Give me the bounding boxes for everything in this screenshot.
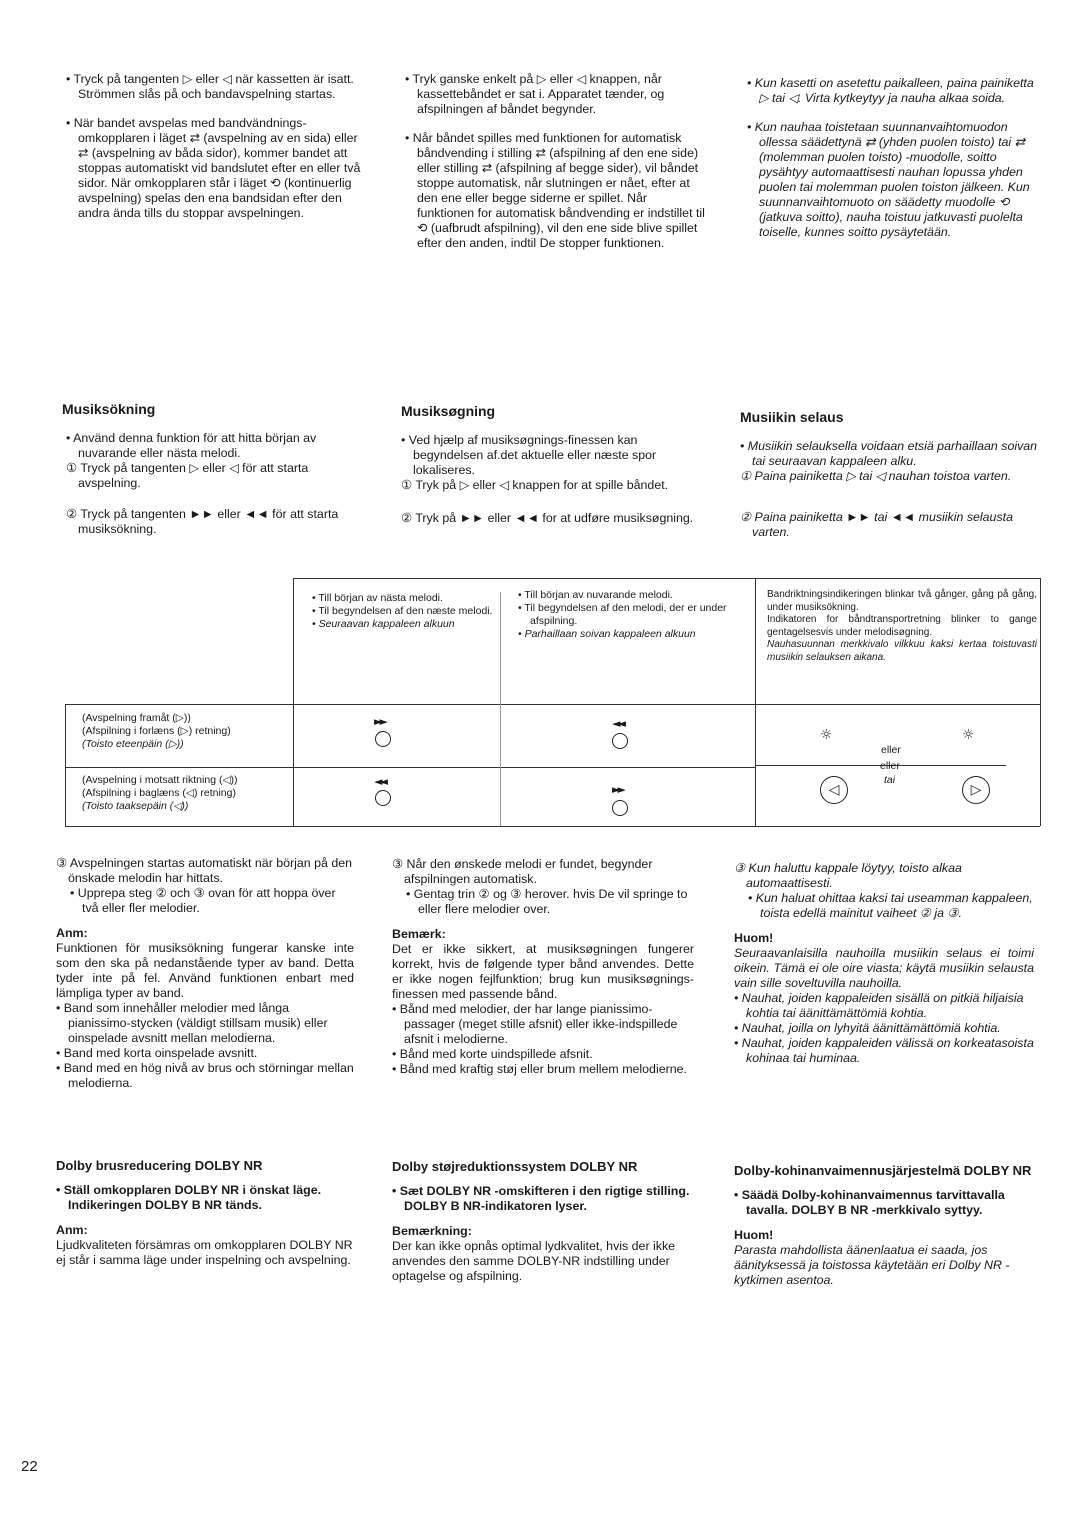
next-melody-da: • Til begyndelsen af den næste melodi. [312,605,493,617]
reverse-direction-icon: ◁ [820,776,848,804]
fi-note-b3: • Nauhat, joiden kappaleiden välissä on korkeatasoista kohinaa tai huminaa. [734,1036,1034,1065]
da-dolby-note: Der kan ikke opnås optimal lydkvalitet, hvis der ikke anvendes den samme DOLBY-NR indstilling under optagelse og afspilning. [392,1239,676,1283]
fi-note-title: Huom! [734,931,774,945]
cell-current-melody [518,589,750,641]
sv-search-intro: • Använd denna funktion för att hitta början av nuvarande eller nästa melodi. [66,431,317,460]
da-search-heading: Musiksøgning [401,403,496,419]
da-dolby-heading: Dolby støjreduktionssystem DOLBY NR [392,1159,638,1174]
sv-step3: ③ Avspelningen startas automatiskt när början på den önskade melodin har hittats. [56,856,353,885]
fi-repeat: • Kun haluat ohittaa kaksi tai useamman kappaleen, toista edellä mainitut vaiheet ② ja ③. [748,891,1033,920]
tai-label: tai [884,774,896,786]
sv-note-b1: • Band som innehåller melodier med långa pianissimo-stycken (väldigt stillsam musik) eller oinspelade avsnitt mellan melodierna. [56,1001,328,1045]
sv-dolby-instr: • Ställ omkopplaren DOLBY NR i önskat läge. Indikeringen DOLBY B NR tänds. [56,1183,322,1212]
current-melody-sv: • Till början av nuvarande melodi. [518,589,673,601]
reverse-da: (Afspilning i baglæns (◁) retning) [82,787,236,799]
tape-indicator-icon [375,731,391,747]
ff-icon: ►► [612,783,623,796]
col1-top [66,72,366,221]
sv-after [56,856,354,1091]
da-step3: ③ Når den ønskede melodi er fundet, begynder afspilningen automatisk. [392,857,653,886]
sv-note-b2: • Band med korta oinspelade avsnitt. [56,1046,258,1060]
da-note-b1: • Bånd med melodier, der har lange pianissimo-passager (meget stille afsnit) eller ikke-indspillede afsnit i melodierne. [392,1002,678,1046]
fi-intro-p2: • Kun nauhaa toistetaan suunnanvaihtomuodon ollessa säädettynä ⇄ (yhden puolen toisto) tai ⇄ (molemman puolen toisto) -muodolle, soitto pysähtyy automaattisesti nauhan lopussa yhden puolen tai molemman puolen toiston jälkeen. Kun suunnanvaihtomuoto on säädetty muodolle ⟲ (jatkuva soitto), nauha toistuu jatkuvasti puolelta toiselle, kunnes soitto pysäytetään. [747,120,1030,239]
sv-note: Funktionen för musiksökning fungerar kanske inte som den ska på nedanstående typer av band. Detta tyder inte på fel. Använd funktionen enbart med lämpliga typer av band. [56,941,354,1000]
da-dolby [392,1159,694,1284]
fi-dolby-heading: Dolby-kohinanvaimennusjärjestelmä DOLBY NR [734,1163,1032,1178]
cell-indicator [767,589,1037,664]
col2-top [405,72,707,251]
da-repeat: • Gentag trin ② og ③ herover. hvis De vil springe to eller flere melodier over. [406,887,688,916]
da-note-title: Bemærk: [392,927,446,941]
sv-search-step2: ② Tryck på tangenten ►► eller ◄◄ för att starta musiksökning. [66,507,339,536]
fi-note-b2: • Nauhat, joilla on lyhyitä äänittämättömiä kohtia. [734,1021,1001,1035]
row-forward-label [82,712,290,751]
da-search-intro: • Ved hjælp af musiksøgnings-finessen kan begyndelsen af.det aktuelle eller næste spor lokaliseres. [401,433,657,477]
fi-dolby [734,1163,1034,1288]
sv-search-step1: ① Tryck på tangenten ▷ eller ◁ för att starta avspelning. [66,461,309,490]
sv-intro-p1: • Tryck på tangenten ▷ eller ◁ när kassetten är isatt. Strömmen slås på och bandavspelning startas. [66,72,354,101]
forward-sv: (Avspelning framåt (▷)) [82,712,191,724]
current-melody-da: • Til begyndelsen af den melodi, der er under afspilning. [518,602,727,627]
col3-top [747,76,1043,240]
page-number: 22 [21,1458,38,1475]
da-intro-p2: • Når båndet spilles med funktionen for automatisk båndvending i stilling ⇄ (afspilning af den ene side) eller stilling ⇄ (afspilning af begge sider), vil båndet stoppe automatisk, når slutningen er nået, efter at den ene eller begge siderne er spillet. Når funktionen for automatisk båndvending er indstillet til ⟲ (uafbrudt afspilning), vil den ene side blive spillet efter den anden, indtil De stopper funktionen. [405,131,705,250]
fi-search-intro: • Musiikin selauksella voidaan etsiä parhaillaan soivan tai seuraavan kappaleen alku. [740,439,1038,468]
sv-dolby [56,1158,354,1268]
ff-icon: ►► [374,715,385,728]
fi-search-step1: ① Paina painiketta ▷ tai ◁ nauhan toistoa varten. [740,469,1012,483]
da-intro-p1: • Tryk ganske enkelt på ▷ eller ◁ knappen, når kassettebåndet er sat i. Apparatet tænder, og afspilningen af båndet begynder. [405,72,665,116]
indicator-sv: Bandriktningsindikeringen blinkar två gånger, gång på gång, under musiksökning. [767,589,1037,613]
da-search-step2: ② Tryk på ►► eller ◄◄ for at udføre musiksøgning. [401,511,694,525]
sv-dolby-heading: Dolby brusreducering DOLBY NR [56,1158,263,1173]
sv-dolby-note-title: Anm: [56,1223,88,1237]
blink-indicator-icon: ☼ [962,727,975,743]
fi-search [740,410,1042,540]
forward-direction-icon: ▷ [962,776,990,804]
sv-repeat: • Upprepa steg ② och ③ ovan för att hoppa över två eller fler melodier. [70,886,336,915]
da-note-b2: • Bånd med korte uindspillede afsnit. [392,1047,593,1061]
fi-dolby-instr: • Säädä Dolby-kohinanvaimennus tarvittavalla tavalla. DOLBY B NR -merkkivalo syttyy. [734,1188,1005,1217]
tape-indicator-icon [612,800,628,816]
forward-da: (Afspilning i forlæns (▷) retning) [82,725,231,737]
tape-indicator-icon [375,790,391,806]
sv-note-title: Anm: [56,926,88,940]
reverse-fi: (Toisto taaksepäin (◁)) [82,800,189,812]
next-melody-fi: • Seuraavan kappaleen alkuun [312,618,455,630]
rew-icon: ◄◄ [612,717,623,730]
next-melody-sv: • Till början av nästa melodi. [312,592,443,604]
fi-note-b1: • Nauhat, joiden kappaleiden sisällä on pitkiä hiljaisia kohtia tai äänittämättömiä kohtia. [734,991,1024,1020]
blink-indicator-icon: ☼ [820,727,833,743]
indicator-da: Indikatoren for båndtransportretning blinker to gange gentagelsesvis under melodisøgning. [767,614,1037,638]
da-after [392,857,694,1077]
fi-search-heading: Musiikin selaus [740,409,844,425]
cell-next-melody [312,592,498,631]
row-reverse-label [82,774,290,813]
current-melody-fi: • Parhaillaan soivan kappaleen alkuun [518,628,696,640]
eller-label-2: eller [880,760,900,772]
eller-label-1: eller [881,744,901,756]
sv-search-heading: Musiksökning [62,401,156,417]
reverse-sv: (Avspelning i motsatt riktning (◁)) [82,774,238,786]
sv-intro-p2: • När bandet avspelas med bandvändnings-omkopplaren i läget ⇄ (avspelning av en sida) eller ⇄ (avspelning av båda sidor), kommer bandet att stoppas automatiskt vid bandslutet efter en eller två sidor. När omkopplaren står i läget ⟲ (kontinuerlig avspelning) spelas den ena bandsidan efter den andra ända tills du stoppar avspelningen. [66,116,361,220]
sv-search [62,402,366,537]
fi-step3: ③ Kun haluttu kappale löytyy, toisto alkaa automaattisesti. [734,861,962,890]
fi-dolby-note: Parasta mahdollista äänenlaatua ei saada, jos äänityksessä ja toistossa käytetään eri Dolby NR -kytkimen asentoa. [734,1243,1010,1287]
da-dolby-instr: • Sæt DOLBY NR -omskifteren i den rigtige stilling. DOLBY B NR-indikatoren lyser. [392,1184,690,1213]
sv-note-b3: • Band med en hög nivå av brus och störningar mellan melodierna. [56,1061,354,1090]
da-search-step1: ① Tryk på ▷ eller ◁ knappen for at spille båndet. [401,478,669,492]
forward-fi: (Toisto eteenpäin (▷)) [82,738,184,750]
fi-intro-p1: • Kun kasetti on asetettu paikalleen, paina painiketta ▷ tai ◁. Virta kytkeytyy ja nauha alkaa soida. [747,76,1034,105]
fi-dolby-note-title: Huom! [734,1228,774,1242]
indicator-fi: Nauhasuunnan merkkivalo vilkkuu kaksi kertaa toistuvasti musiikin selauksen aikana. [767,639,1037,663]
da-search [401,404,707,526]
fi-after [734,861,1034,1066]
tape-indicator-icon [612,733,628,749]
sv-dolby-note: Ljudkvaliteten försämras om omkopplaren DOLBY NR ej står i samma läge under inspelning och avspelning. [56,1238,353,1267]
fi-search-step2: ② Paina painiketta ►► tai ◄◄ musiikin selausta varten. [740,510,1013,539]
da-note: Det er ikke sikkert, at musiksøgningen fungerer korrekt, hvis de følgende typer bånd anvendes. Dette er ikke nogen fejlfunktion; brug kun musiksøgnings-finessen med passende bånd. [392,942,694,1001]
da-note-b3: • Bånd med kraftig støj eller brum mellem melodierne. [392,1062,687,1076]
da-dolby-note-title: Bemærkning: [392,1224,472,1238]
rew-icon: ◄◄ [374,775,385,788]
fi-note: Seuraavanlaisilla nauhoilla musiikin selaus ei toimi oikein. Tämä ei ole oire viasta; käytä musiikin selausta vain sille soveltuvilla nauhoilla. [734,946,1034,990]
